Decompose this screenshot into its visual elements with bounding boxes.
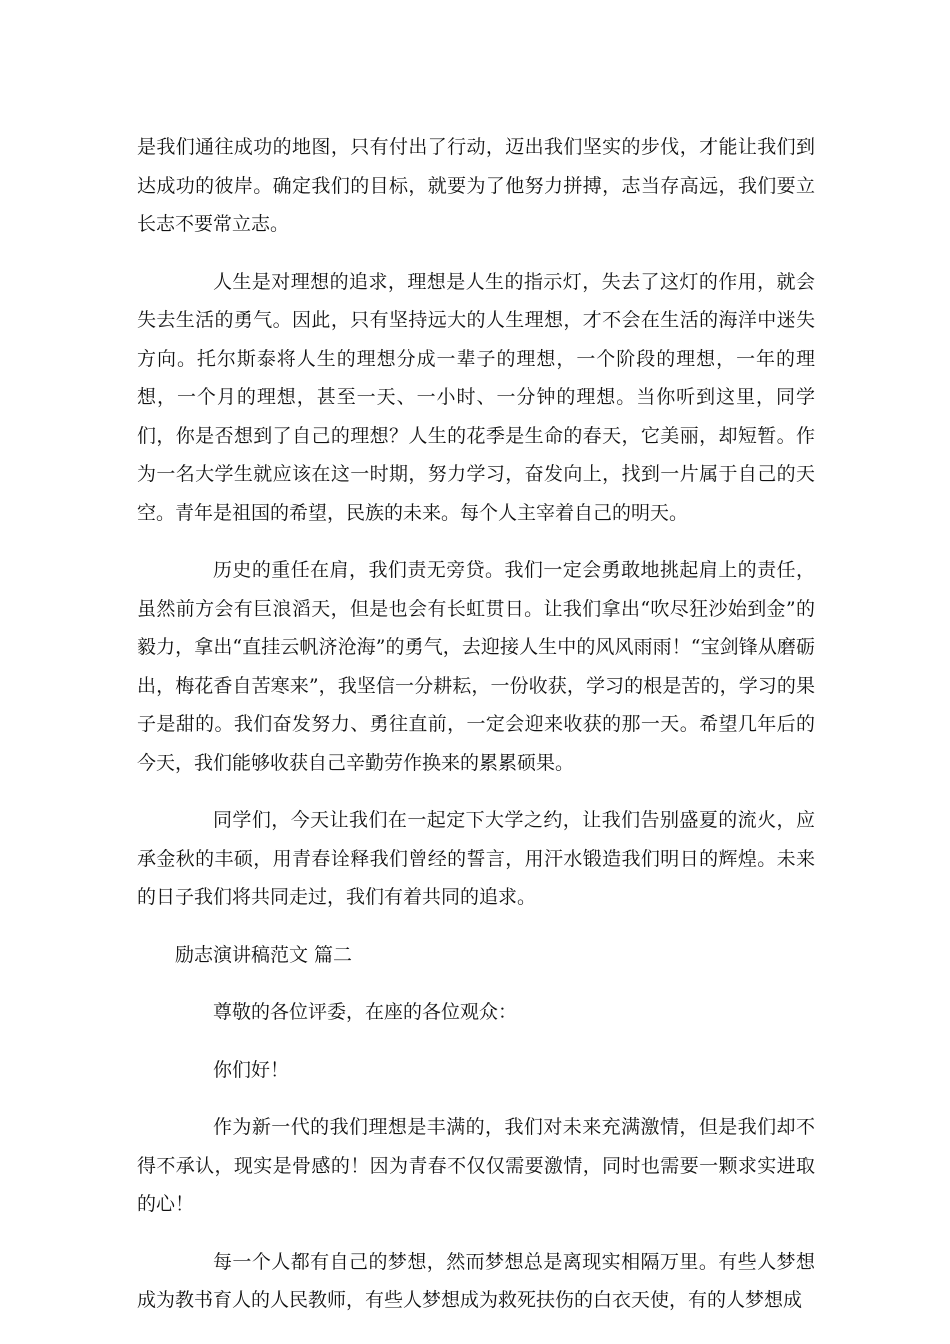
paragraph-dreams: 每一个人都有自己的梦想，然而梦想总是离现实相隔万里。有些人梦想成为教书育人的人民教师，有些人梦想成为救死扶伤的白衣天使，有的人梦想成 [137, 1250, 815, 1311]
greeting: 你们好！ [213, 1058, 290, 1081]
paragraph-youth: 作为新一代的我们理想是丰满的，我们对未来充满激情，但是我们却不得不承认，现实是骨感的！因为青春不仅仅需要激情，同时也需要一颗求实进取的心！ [137, 1116, 815, 1215]
paragraph-closing: 同学们，今天让我们在一起定下大学之约，让我们告别盛夏的流火，应承金秋的丰硕，用青春诠释我们曾经的誓言，用汗水锻造我们明日的辉煌。未来的日子我们将共同走过，我们有着共同的追求。 [137, 809, 815, 908]
paragraph-ideals: 人生是对理想的追求，理想是人生的指示灯，失去了这灯的作用，就会失去生活的勇气。因此，只有坚持远大的人生理想，才不会在生活的海洋中迷失方向。托尔斯泰将人生的理想分成一辈子的理想，一个阶段的理想，一年的理想，一个月的理想，甚至一天、一小时、一分钟的理想。当你听到这里，同学们，你是否想到了自己的理想？人生的花季是生命的春天，它美丽，却短暂。作为一名大学生就应该在这一时期，努力学习，奋发向上，找到一片属于自己的天空。青年是祖国的希望，民族的未来。每个人主宰着自己的明天。 [137, 270, 815, 524]
salutation: 尊敬的各位评委，在座的各位观众： [213, 1001, 518, 1023]
document-body [137, 128, 815, 1339]
paragraph-continued: 是我们通往成功的地图，只有付出了行动，迈出我们坚实的步伐，才能让我们到达成功的彼岸。确定我们的目标，就要为了他努力拼搏，志当存高远，我们要立长志不要常立志。 [137, 136, 815, 235]
section-heading: 励志演讲稿范文 篇二 [175, 943, 353, 966]
paragraph-responsibility: 历史的重任在肩，我们责无旁贷。我们一定会勇敢地挑起肩上的责任，虽然前方会有巨浪滔天，但是也会有长虹贯日。让我们拿出“吹尽狂沙始到金”的毅力，拿出“直挂云帆济沧海”的勇气，去迎接人生中的风风雨雨！“宝剑锋从磨砺出，梅花香自苦寒来”，我坚信一分耕耘，一份收获，学习的根是苦的，学习的果子是甜的。我们奋发努力、勇往直前，一定会迎来收获的那一天。希望几年后的今天，我们能够收获自己辛勤劳作换来的累累硕果。 [137, 559, 815, 774]
